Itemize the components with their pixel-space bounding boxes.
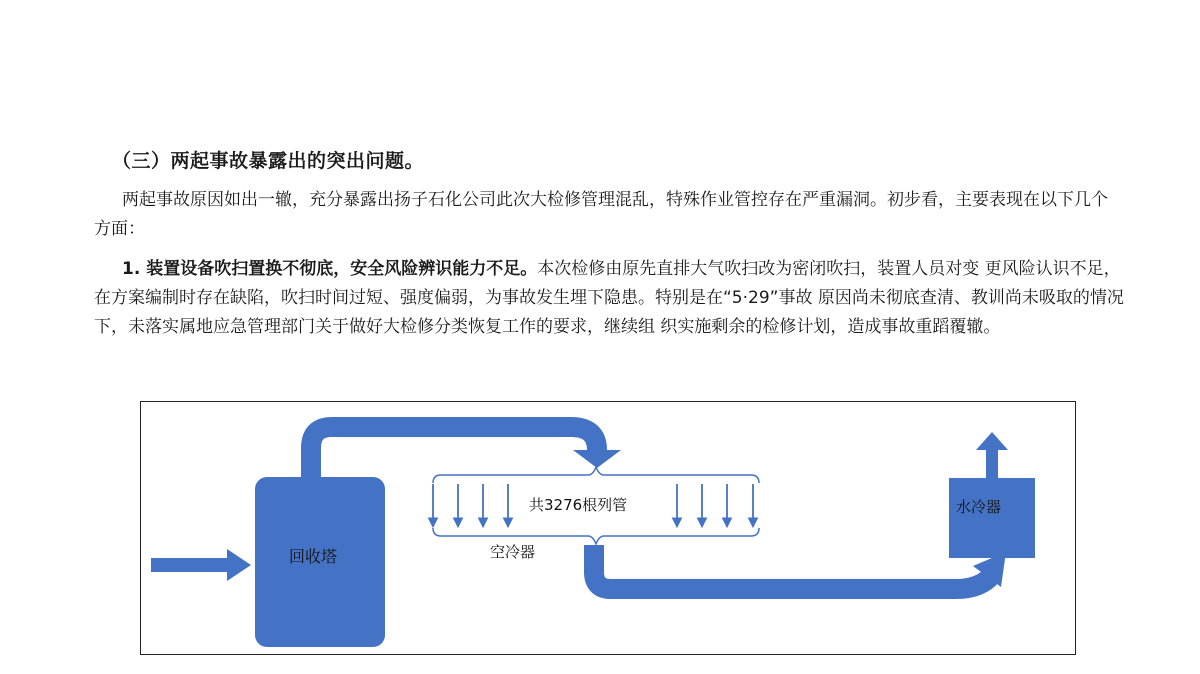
- paragraph-intro: 两起事故原因如出一辙，充分暴露出扬子石化公司此次大检修管理混乱，特殊作业管控存在严重漏洞。初步看，主要表现在以下几个方面：: [94, 190, 1108, 239]
- outlet-arrow: [976, 432, 1008, 480]
- point-1-body: 本次检修由原先直排大气吹扫改为密闭吹扫，装置人员对变 更风险认识不足，在方案编制时存在缺陷，吹扫时间过短、强度偏弱，为事故发生埋下隐患。特别是在“5·29”事故 原因尚未彻底查清、教训尚未吸取的情况下，未落实属地应急管理部门关于做好大检修分类恢复工作的要求，继续组 织实施剩余的检修计划，造成事故重蹈覆辙。: [94, 259, 1124, 337]
- aircooler-bottom-bracket: [433, 528, 759, 544]
- tube-arrows-left: [433, 484, 508, 526]
- tubes-count-label: 共3276根列管: [529, 496, 628, 514]
- pipe-arrowhead-top: [573, 450, 621, 468]
- process-flow-svg: [141, 402, 1077, 656]
- water-cooler: [949, 478, 1035, 558]
- pipe-tower-to-aircooler: [311, 427, 597, 482]
- point-1-title: 1. 装置设备吹扫置换不彻底，安全风险辨识能力不足。: [122, 259, 538, 279]
- water-cooler-label: 水冷器: [956, 498, 1002, 516]
- tube-arrows-right: [677, 484, 753, 526]
- inlet-arrow: [151, 549, 251, 581]
- paragraph-point-1: [94, 255, 1124, 342]
- process-diagram: [140, 401, 1076, 655]
- aircooler-label: 空冷器: [490, 543, 536, 561]
- aircooler-top-bracket: [433, 467, 759, 483]
- section-heading: （三）两起事故暴露出的突出问题。: [112, 150, 425, 172]
- pipe-aircooler-to-watercooler: [594, 545, 993, 589]
- recovery-tower-label: 回收塔: [289, 547, 338, 566]
